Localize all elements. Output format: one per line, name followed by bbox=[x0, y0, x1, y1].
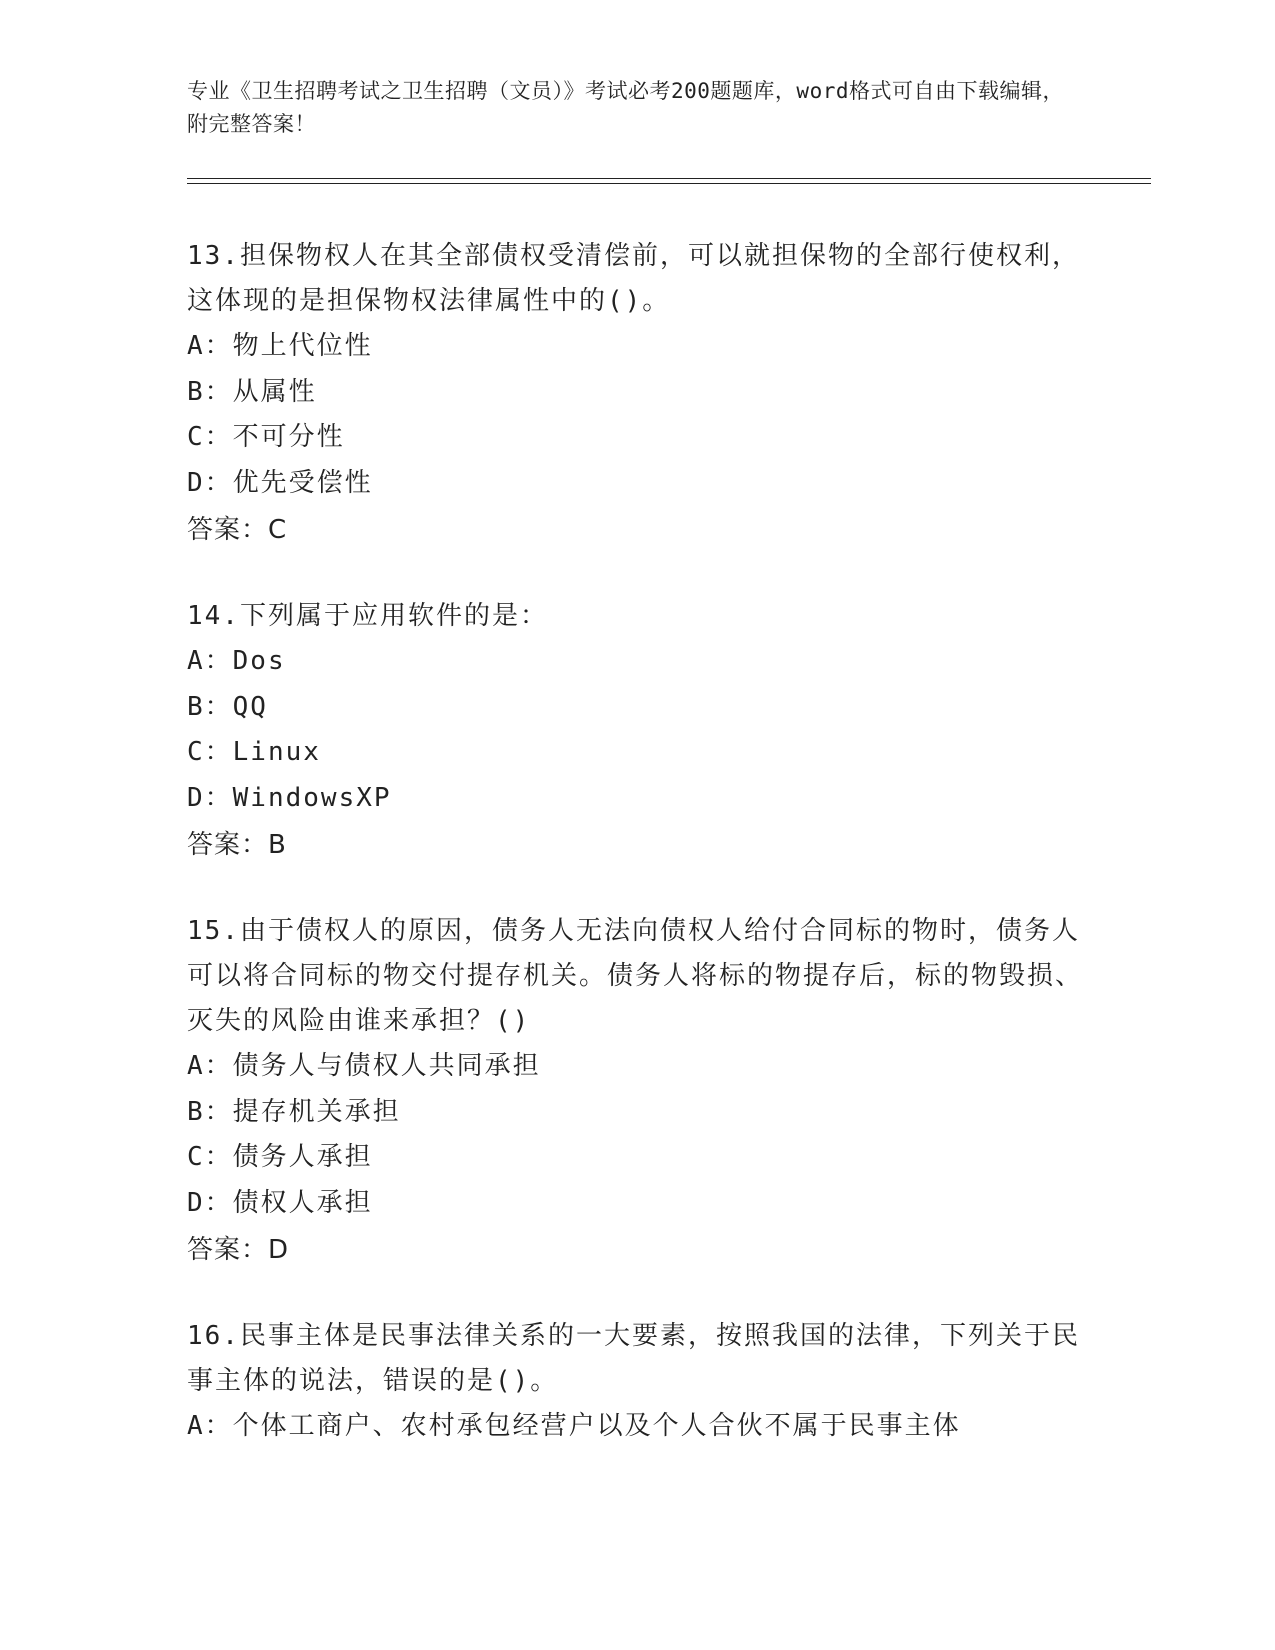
question-text bbox=[187, 594, 1087, 639]
question-body: 担保物权人在其全部债权受清偿前，可以就担保物的全部行使权利，这体现的是担保物权法律属性中的()。 bbox=[187, 241, 1080, 316]
option-d: D：债权人承担 bbox=[187, 1187, 373, 1218]
question-text bbox=[187, 1314, 1087, 1404]
option-c: C：Linux bbox=[187, 737, 321, 767]
option-d: D：优先受偿性 bbox=[187, 467, 373, 498]
option-b: B：QQ bbox=[187, 691, 268, 722]
question-number: 16. bbox=[187, 1321, 240, 1351]
question-body: 由于债权人的原因，债务人无法向债权人给付合同标的物时，债务人可以将合同标的物交付提存机关。债务人将标的物提存后，标的物毁损、灭失的风险由谁来承担？() bbox=[187, 916, 1084, 1036]
document-header bbox=[187, 75, 1067, 141]
question-text bbox=[187, 909, 1087, 1044]
question-13 bbox=[187, 234, 1087, 554]
option-a: A：个体工商户、农村承包经营户以及个人合伙不属于民事主体 bbox=[187, 1411, 961, 1441]
question-number: 15. bbox=[187, 916, 240, 946]
answer-line: 答案：C bbox=[187, 515, 288, 545]
question-list bbox=[187, 234, 1087, 1490]
option-c: C：债务人承担 bbox=[187, 1142, 373, 1172]
option-a: A：Dos bbox=[187, 646, 286, 676]
option-c: C：不可分性 bbox=[187, 422, 345, 452]
question-14 bbox=[187, 594, 1087, 869]
header-divider-bottom bbox=[187, 183, 1151, 184]
answer-line: 答案：D bbox=[187, 1235, 290, 1265]
question-body: 下列属于应用软件的是： bbox=[239, 601, 548, 631]
option-d: D：WindowsXP bbox=[187, 782, 392, 813]
option-a: A：物上代位性 bbox=[187, 331, 373, 361]
option-b: B：从属性 bbox=[187, 376, 317, 407]
question-15 bbox=[187, 909, 1087, 1274]
answer-line: 答案：B bbox=[187, 830, 287, 860]
question-number: 14. bbox=[187, 601, 240, 631]
question-number: 13. bbox=[187, 241, 240, 271]
option-b: B：提存机关承担 bbox=[187, 1096, 401, 1127]
question-body: 民事主体是民事法律关系的一大要素，按照我国的法律，下列关于民事主体的说法，错误的是()。 bbox=[187, 1321, 1080, 1396]
question-text bbox=[187, 234, 1087, 324]
header-intro: 专业《卫生招聘考试之卫生招聘（文员）》考试必考200题题库，word格式可自由下载编辑，附完整答案！ bbox=[187, 79, 1064, 136]
option-a: A：债务人与债权人共同承担 bbox=[187, 1051, 541, 1081]
question-16 bbox=[187, 1314, 1087, 1450]
header-divider-top bbox=[187, 178, 1151, 179]
